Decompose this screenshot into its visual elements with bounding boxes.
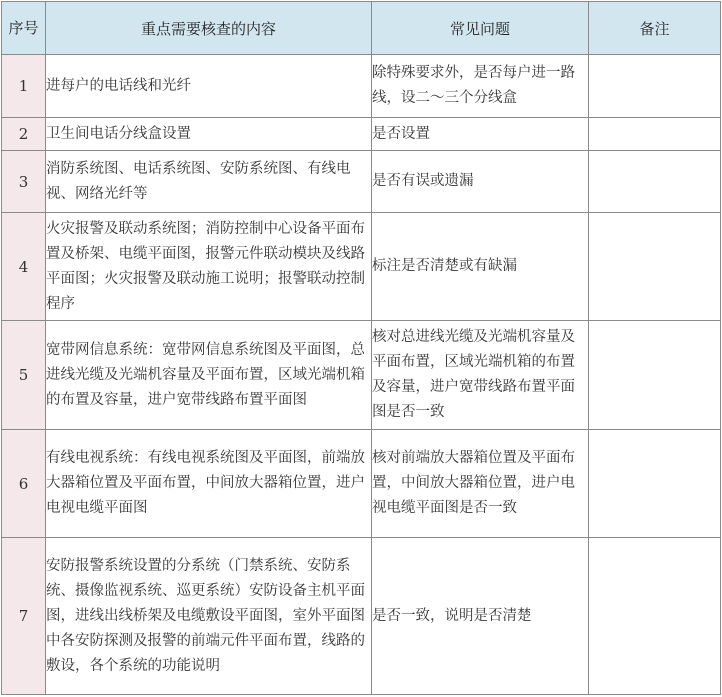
remark-cell bbox=[589, 321, 721, 430]
table-row bbox=[2, 430, 721, 538]
header-content: 重点需要核查的内容 bbox=[46, 2, 372, 55]
row-index: 3 bbox=[2, 151, 46, 213]
common-issue: 核对总进线光缆及光端机容量及平面布置，区域光端机箱的布置及容量，进户宽带线路布置平面图是否一致 bbox=[372, 321, 589, 430]
remark-cell bbox=[589, 151, 721, 213]
table-header-row bbox=[2, 2, 721, 55]
remark-cell bbox=[589, 55, 721, 118]
table-row bbox=[2, 213, 721, 321]
review-checklist-table bbox=[1, 1, 721, 695]
header-index-label: 序号 bbox=[8, 19, 39, 37]
check-content: 进每户的电话线和光纤 bbox=[46, 55, 372, 118]
row-index: 1 bbox=[2, 55, 46, 118]
common-issue: 是否有误或遗漏 bbox=[372, 151, 589, 213]
row-index: 6 bbox=[2, 430, 46, 538]
common-issue: 是否一致，说明是否清楚 bbox=[372, 538, 589, 695]
common-issue: 除特殊要求外，是否每户进一路线，设二～三个分线盒 bbox=[372, 55, 589, 118]
check-content: 火灾报警及联动系统图；消防控制中心设备平面布置及桥架、电缆平面图，报警元件联动模块及线路平面图；火灾报警及联动施工说明；报警联动控制程序 bbox=[46, 213, 372, 321]
table-row bbox=[2, 55, 721, 118]
header-notes: 备注 bbox=[589, 2, 721, 55]
header-index bbox=[2, 2, 46, 55]
check-content: 有线电视系统：有线电视系统图及平面图，前端放大器箱位置及平面布置，中间放大器箱位置，进户电视电缆平面图 bbox=[46, 430, 372, 538]
header-issues: 常见问题 bbox=[372, 2, 589, 55]
row-index: 5 bbox=[2, 321, 46, 430]
check-content: 安防报警系统设置的分系统（门禁系统、安防系统、摄像监视系统、巡更系统）安防设备主机平面图，进线出线桥架及电缆敷设平面图，室外平面图中各安防探测及报警的前端元件平面布置，线路的敷设，各个系统的功能说明 bbox=[46, 538, 372, 695]
row-index: 2 bbox=[2, 118, 46, 151]
remark-cell bbox=[589, 213, 721, 321]
table-row bbox=[2, 151, 721, 213]
row-index: 7 bbox=[2, 538, 46, 695]
common-issue: 是否设置 bbox=[372, 118, 589, 151]
check-content: 消防系统图、电话系统图、安防系统图、有线电视、网络光纤等 bbox=[46, 151, 372, 213]
table-row bbox=[2, 538, 721, 695]
check-content: 宽带网信息系统：宽带网信息系统图及平面图，总进线光缆及光端机容量及平面布置，区域光端机箱的布置及容量，进户宽带线路布置平面图 bbox=[46, 321, 372, 430]
row-index: 4 bbox=[2, 213, 46, 321]
remark-cell bbox=[589, 538, 721, 695]
table-row bbox=[2, 118, 721, 151]
common-issue: 核对前端放大器箱位置及平面布置，中间放大器箱位置，进户电视电缆平面图是否一致 bbox=[372, 430, 589, 538]
remark-cell bbox=[589, 430, 721, 538]
common-issue: 标注是否清楚或有缺漏 bbox=[372, 213, 589, 321]
check-content: 卫生间电话分线盒设置 bbox=[46, 118, 372, 151]
table-row bbox=[2, 321, 721, 430]
remark-cell bbox=[589, 118, 721, 151]
